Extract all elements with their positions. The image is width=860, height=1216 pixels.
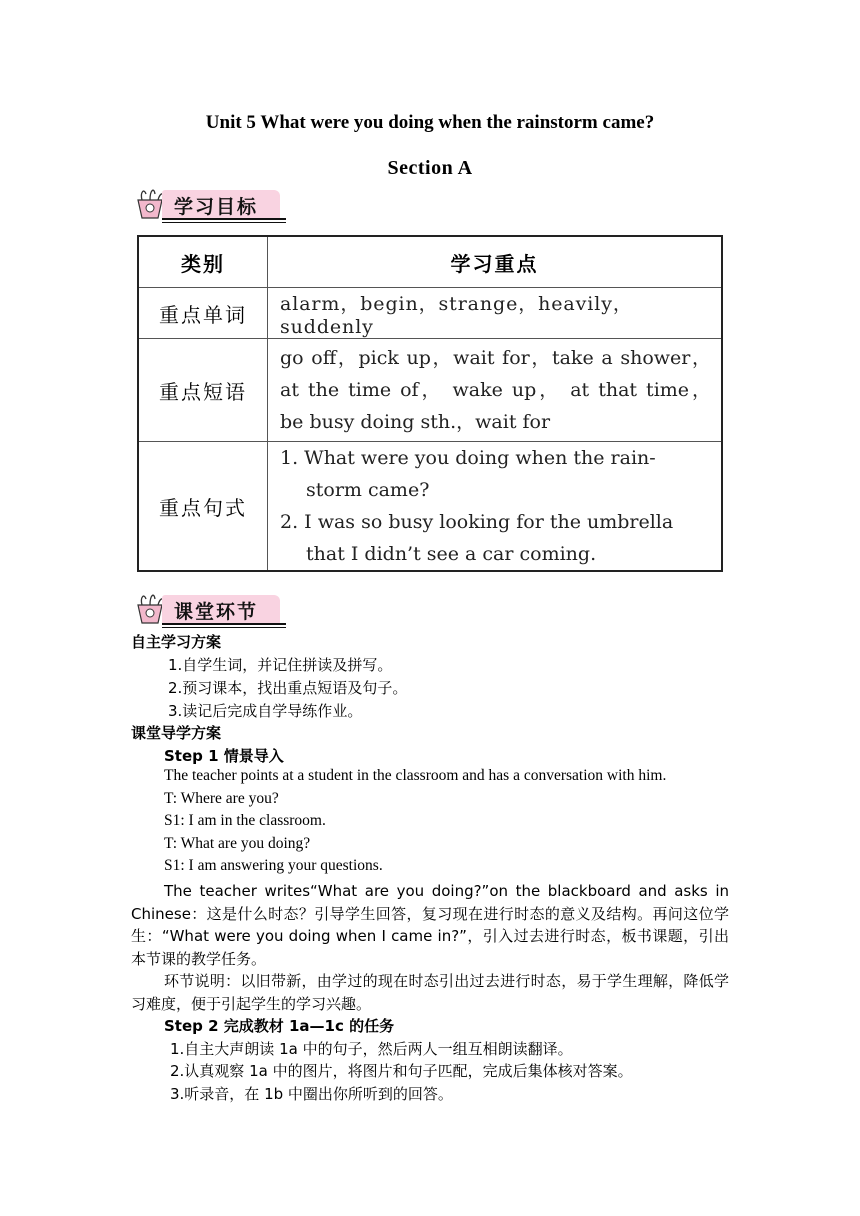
sentence-line: storm came? [306, 479, 430, 501]
step2-item: 3.听录音，在 1b 中圈出你所听到的回答。 [170, 1085, 453, 1103]
learning-goals-banner [128, 180, 288, 224]
phrase-line: at the time of， wake up， at that time， [280, 379, 711, 401]
self-study-item: 2.预习课本，找出重点短语及句子。 [168, 679, 408, 697]
unit-title: Unit 5 What were you doing when the rainstorm came? [205, 112, 655, 133]
table-header-row [138, 236, 722, 288]
self-study-item: 1.自学生词，并记住拼读及拼写。 [168, 656, 393, 674]
phrase-line: be busy doing sth.，wait for [280, 411, 551, 433]
step1-heading: Step 1 情景导入 [164, 747, 284, 765]
step1-line: T: Where are you? [164, 790, 279, 807]
banner-label: 学习目标 [174, 196, 259, 218]
step1-line: The teacher points at a student in the classroom and has a conversation with him. [164, 767, 667, 784]
class-steps-banner [128, 585, 288, 629]
row-category: 重点句式 [138, 442, 268, 572]
row-category: 重点单词 [138, 288, 268, 339]
header-category: 类别 [138, 236, 268, 288]
step2-item: 2.认真观察 1a 中的图片，将图片和句子匹配，完成后集体核对答案。 [170, 1062, 633, 1080]
sentence-line: that I didn’t see a car coming. [306, 543, 597, 565]
row-content [268, 442, 723, 572]
row-content [268, 339, 723, 442]
self-study-item: 3.读记后完成自学导练作业。 [168, 702, 363, 720]
step2-item: 1.自主大声朗读 1a 中的句子，然后两人一组互相朗读翻译。 [170, 1040, 573, 1058]
table-row-phrases [138, 339, 722, 442]
banner-label: 课堂环节 [174, 601, 259, 623]
step1-line: S1: I am answering your questions. [164, 857, 383, 874]
table-row-words [138, 288, 722, 339]
step1-line: T: What are you doing? [164, 835, 311, 852]
phrase-line: go off，pick up，wait for，take a shower， [280, 347, 711, 369]
row-category: 重点短语 [138, 339, 268, 442]
self-study-heading: 自主学习方案 [131, 633, 222, 651]
step1-note: 环节说明：以旧带新，由学过的现在时态引出过去进行时态，易于学生理解，降低学习难度，便于引起学生的学习兴趣。 [131, 972, 729, 1013]
step2-heading: Step 2 完成教材 1a—1c 的任务 [164, 1017, 395, 1035]
step1-paragraph: The teacher writes“What are you doing?”on the blackboard and asks in Chinese：这是什么时态？引导学生回答，复习现在进行时态的意义及结构。再问这位学生：“What were you doing when I came in?”，引入过去进行时态，板书课题，引出本节课的教学任务。 [131, 882, 729, 968]
class-guide-heading: 课堂导学方案 [131, 724, 222, 742]
header-focus: 学习重点 [268, 236, 723, 288]
sentence-line: 2. I was so busy looking for the umbrella [280, 511, 674, 533]
row-content: alarm，begin，strange，heavily，suddenly [268, 288, 723, 339]
step1-line: S1: I am in the classroom. [164, 812, 326, 829]
key-points-table [137, 235, 723, 572]
table-row-sentences [138, 442, 722, 572]
section-title: Section A [387, 157, 473, 179]
sentence-line: 1. What were you doing when the rain- [280, 447, 656, 469]
